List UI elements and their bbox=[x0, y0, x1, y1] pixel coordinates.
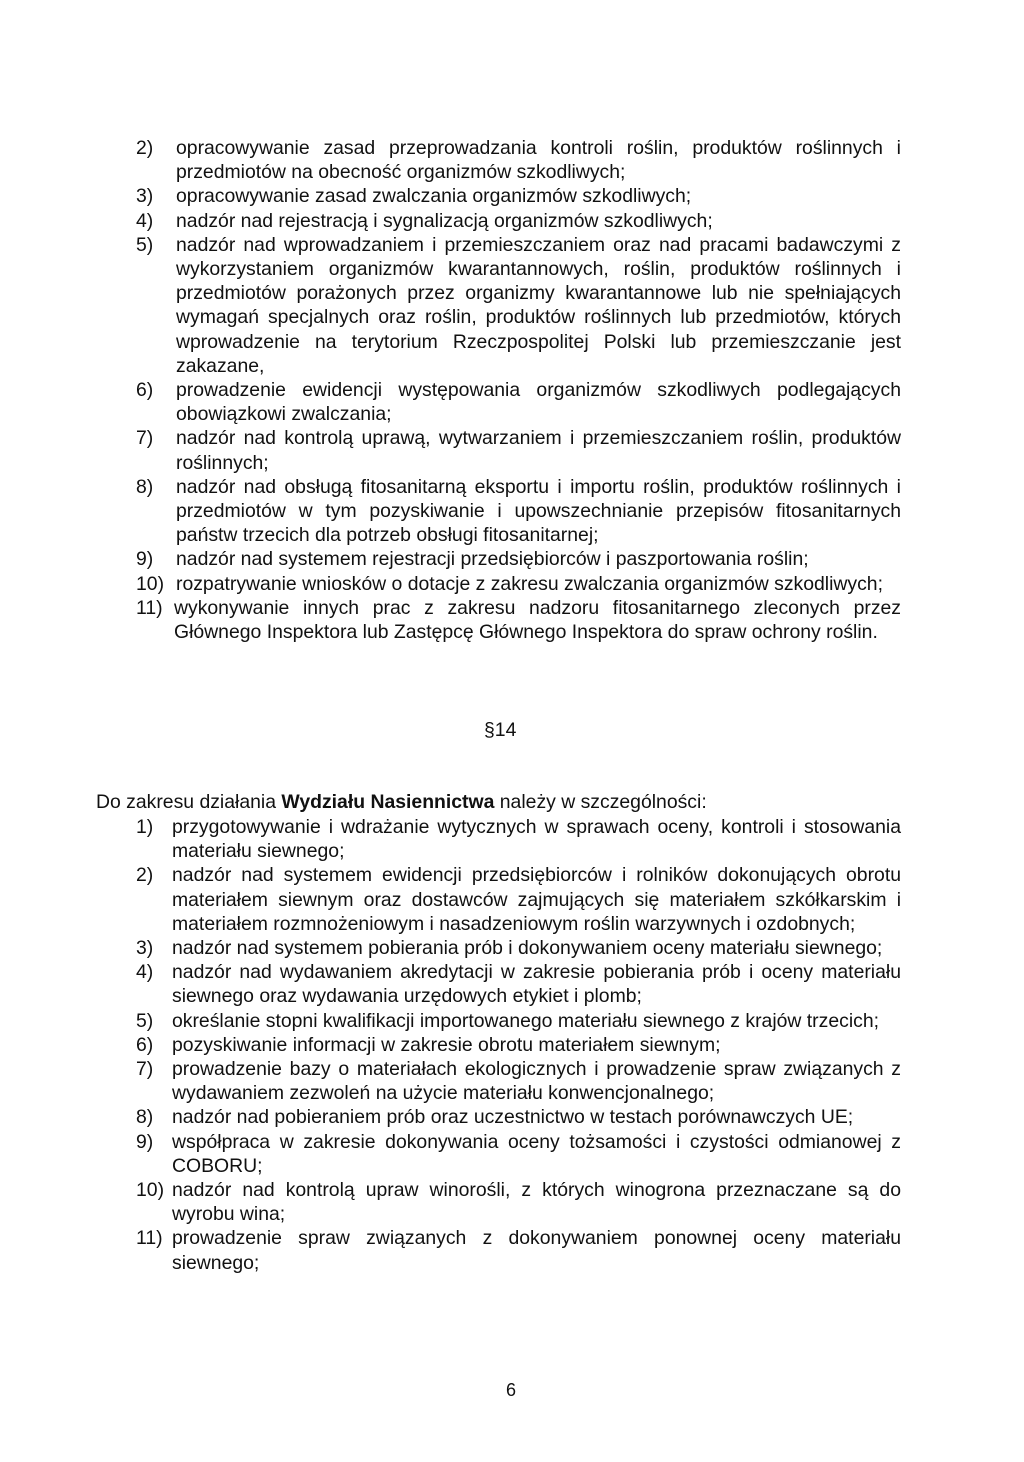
item-text: określanie stopni kwalifikacji importowanego materiału siewnego z krajów trzecich; bbox=[172, 1009, 879, 1032]
list-item bbox=[136, 475, 901, 548]
item-text: prowadzenie spraw związanych z dokonywaniem ponownej oceny materiału siewnego; bbox=[172, 1227, 901, 1274]
item-number: 6) bbox=[136, 379, 154, 402]
list-item bbox=[136, 426, 901, 474]
item-text: nadzór nad systemem ewidencji przedsiębiorców i rolników dokonujących obrotu materiałem siewnym oraz dostawców zajmujących się materiałem szkółkarskim i materiałem rozmnożeniowym i nasadzeniowym roślin warzywnych i ozdobnych; bbox=[172, 864, 901, 935]
item-number: 2) bbox=[136, 864, 154, 887]
item-text: nadzór nad rejestracją i sygnalizacją organizmów szkodliwych; bbox=[176, 209, 713, 232]
list-item bbox=[136, 936, 901, 960]
item-number: 1) bbox=[136, 816, 154, 838]
list-item bbox=[136, 378, 901, 426]
page-number: 6 bbox=[505, 1380, 516, 1400]
list-item bbox=[136, 1033, 901, 1057]
item-text: nadzór nad wydawaniem akredytacji w zakresie pobierania prób i oceny materiału siewnego oraz wydawania urzędowych etykiet i plomb; bbox=[172, 961, 901, 1008]
item-number: 10) bbox=[136, 1179, 165, 1202]
item-text: nadzór nad pobieraniem prób oraz uczestnictwo w testach porównawczych UE; bbox=[172, 1106, 854, 1129]
item-number: 8) bbox=[136, 475, 154, 498]
item-text: nadzór nad kontrolą upraw winorośli, z których winogrona przeznaczane są do wyrobu wina; bbox=[172, 1179, 901, 1226]
list-item bbox=[136, 233, 901, 378]
list-item bbox=[136, 209, 901, 233]
item-text: pozyskiwanie informacji w zakresie obrotu materiałem siewnym; bbox=[172, 1033, 721, 1056]
list-item bbox=[136, 547, 901, 571]
item-number: 3) bbox=[136, 937, 154, 960]
list-item bbox=[136, 1178, 901, 1226]
item-number: 2) bbox=[136, 137, 154, 159]
item-number: 5) bbox=[136, 233, 154, 256]
list-item bbox=[136, 1057, 901, 1105]
item-text: nadzór nad systemem rejestracji przedsiębiorców i paszportowania roślin; bbox=[176, 548, 809, 571]
item-text: opracowywanie zasad zwalczania organizmów szkodliwych; bbox=[176, 185, 692, 208]
list-item bbox=[136, 136, 901, 184]
item-text: przygotowywanie i wdrażanie wytycznych w sprawach oceny, kontroli i stosowania materiału siewnego; bbox=[172, 816, 901, 863]
item-text: prowadzenie bazy o materiałach ekologicznych i prowadzenie spraw związanych z wydawaniem zezwoleń na użycie materiału konwencjonalnego; bbox=[172, 1058, 901, 1105]
list-item bbox=[136, 572, 901, 596]
item-text: prowadzenie ewidencji występowania organizmów szkodliwych podlegających obowiązkowi zwalczania; bbox=[176, 379, 901, 426]
list-item bbox=[136, 1226, 901, 1274]
duties-list-continued bbox=[136, 136, 901, 644]
item-number: 11) bbox=[136, 596, 163, 619]
item-number: 4) bbox=[136, 209, 154, 232]
item-number: 5) bbox=[136, 1009, 154, 1032]
list-item bbox=[136, 1130, 901, 1178]
item-number: 7) bbox=[136, 1058, 154, 1081]
item-number: 9) bbox=[136, 1130, 154, 1153]
list-item bbox=[136, 863, 901, 936]
item-text: opracowywanie zasad przeprowadzania kontroli roślin, produktów roślinnych i przedmiotów na obecność organizmów szkodliwych; bbox=[176, 137, 901, 184]
item-number: 7) bbox=[136, 427, 154, 450]
section-intro bbox=[96, 790, 906, 814]
item-text: nadzór nad obsługą fitosanitarną eksportu i importu roślin, produktów roślinnych i przedmiotów w tym pozyskiwanie i upowszechnianie przepisów fitosanitarnych państw trzecich dla potrzeb obsługi fitosanitarnej; bbox=[176, 475, 901, 547]
list-item bbox=[136, 1009, 901, 1033]
section-mark: §14 bbox=[484, 719, 517, 741]
seed-department-duties-list bbox=[136, 815, 901, 1275]
list-item bbox=[136, 1105, 901, 1129]
list-item bbox=[136, 815, 901, 863]
item-text: nadzór nad kontrolą uprawą, wytwarzaniem i przemieszczaniem roślin, produktów roślinnych; bbox=[176, 427, 901, 474]
list-item bbox=[136, 960, 901, 1008]
intro-text: Do zakresu działania bbox=[96, 791, 282, 813]
item-number: 4) bbox=[136, 961, 154, 984]
item-number: 8) bbox=[136, 1106, 154, 1129]
item-number: 6) bbox=[136, 1033, 154, 1056]
item-number: 3) bbox=[136, 185, 154, 208]
item-number: 11) bbox=[136, 1227, 163, 1250]
item-text: nadzór nad systemem pobierania prób i dokonywaniem oceny materiału siewnego; bbox=[172, 937, 883, 960]
item-number: 10) bbox=[136, 572, 165, 595]
item-number: 9) bbox=[136, 548, 154, 571]
item-text: rozpatrywanie wniosków o dotacje z zakresu zwalczania organizmów szkodliwych; bbox=[176, 572, 883, 595]
item-text: nadzór nad wprowadzaniem i przemieszczaniem oraz nad pracami badawczymi z wykorzystaniem organizmów kwarantannowych, roślin, produktów roślinnych i przedmiotów porażonych przez organizmy kwarantannowe lub nie spełniających wymagań specjalnych oraz roślin, produktów roślinnych lub przedmiotów, których wprowadzenie na terytorium Rzeczpospolitej Polski lub przemieszczanie jest zakazane, bbox=[176, 233, 901, 377]
list-item bbox=[136, 184, 901, 208]
intro-text-end: należy w szczególności: bbox=[494, 791, 707, 813]
item-text: wykonywanie innych prac z zakresu nadzoru fitosanitarnego zleconych przez Głównego Inspektora lub Zastępcę Głównego Inspektora do spraw ochrony roślin. bbox=[174, 596, 901, 644]
list-item bbox=[136, 596, 901, 644]
department-name: Wydziału Nasiennictwa bbox=[281, 791, 495, 813]
item-text: współpraca w zakresie dokonywania oceny tożsamości i czystości odmianowej z COBORU; bbox=[172, 1130, 901, 1177]
